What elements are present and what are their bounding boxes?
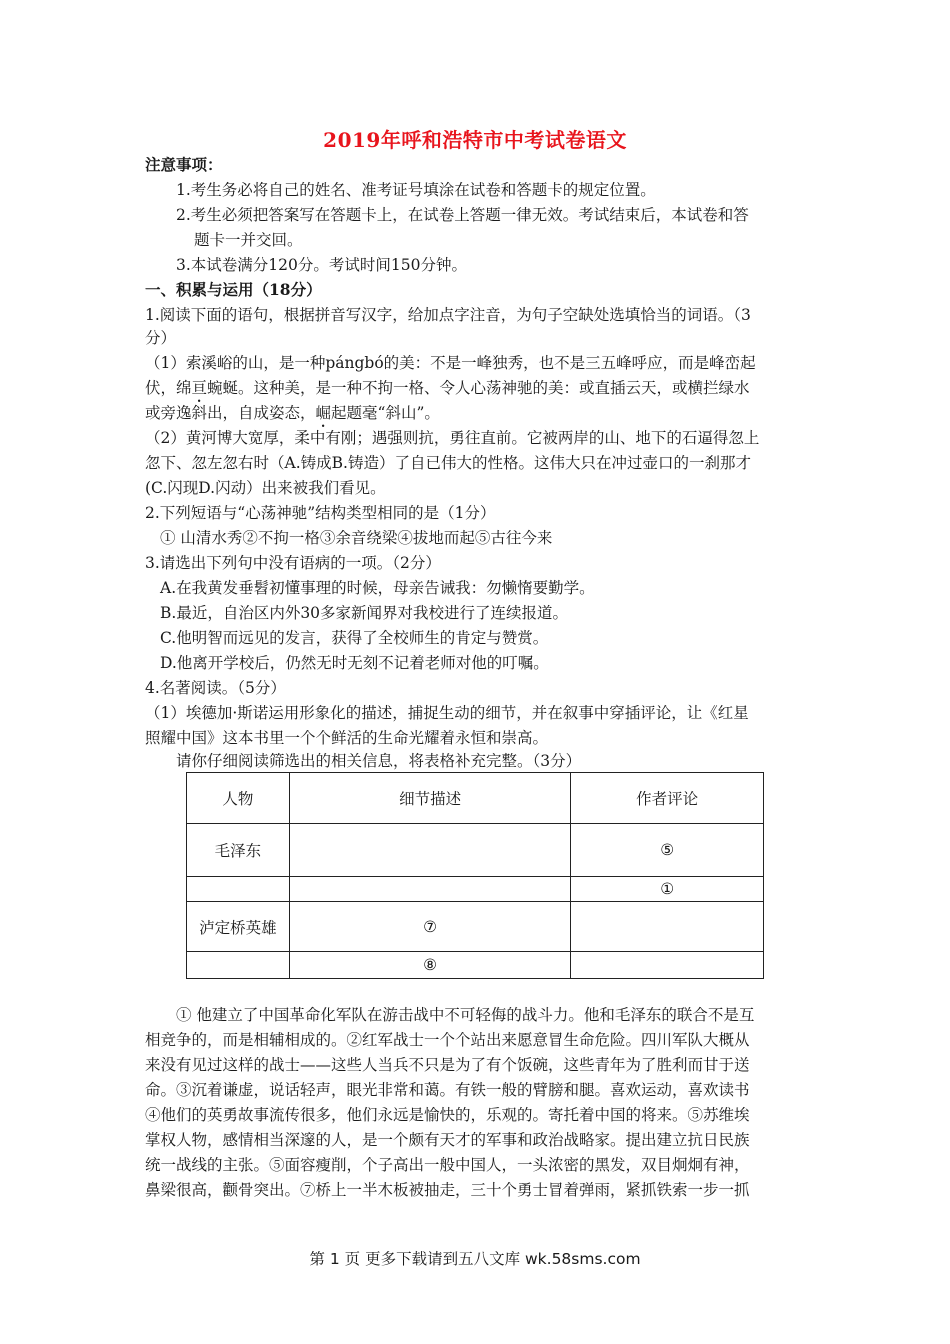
q1-p2-line3: (C.闪现D.闪动）出来被我们看见。 — [145, 479, 386, 497]
q4-stem: 4.名著阅读。（5分） — [145, 679, 286, 697]
table-cell: ⑦ — [289, 902, 570, 952]
page-footer: 第 1 页 更多下载请到五八文库 wk.58sms.com — [309, 1250, 641, 1268]
notice-heading: 注意事项： — [145, 155, 223, 174]
dotted-char: 亘 — [191, 379, 208, 397]
table-cell[interactable] — [571, 902, 764, 952]
notice-item-2-cont: 题卡一并交回。 — [194, 231, 303, 249]
q1-p2-line2: 忽下、忽左忽右时（A.铸成B.铸造）了自已伟大的性格。这伟大只在冲过壶口的一刹那才 — [145, 454, 751, 472]
table-cell[interactable] — [289, 877, 570, 902]
q1-stem-cont: 分） — [145, 329, 177, 347]
q4-instruction: 请你仔细阅读筛选出的相关信息，将表格补充完整。（3分） — [176, 752, 582, 770]
table-cell[interactable] — [571, 952, 764, 979]
table-header-cell: 细节描述 — [289, 773, 570, 824]
q2-options: ① 山清水秀②不拘一格③余音绕梁④拔地而起⑤古往今来 — [160, 529, 553, 547]
passage-line-4: 命。③沉着谦虚，说话轻声，眼光非常和蔼。有铁一般的臂膀和腿。喜欢运动，喜欢读书 — [145, 1081, 750, 1099]
notice-item-3: 3.本试卷满分120分。考试时间150分钟。 — [176, 256, 467, 274]
table-cell[interactable] — [289, 824, 570, 877]
q1-stem: 1.阅读下面的语句，根据拼音写汉字，给加点字注音，为句子空缺处选填恰当的词语。（3 — [145, 306, 751, 324]
q4-p1-line2: 照耀中国》这本书里一个个鲜活的生命光耀着永恒和崇高。 — [145, 729, 549, 747]
notice-item-2: 2.考生必须把答案写在答题卡上，在试卷上答题一律无效。考试结束后，本试卷和答 — [176, 206, 749, 224]
text-segment: 伏，绵 — [145, 379, 192, 397]
table-cell[interactable] — [187, 877, 290, 902]
table-header-cell: 人物 — [187, 773, 290, 824]
passage-line-3: 来没有见过这样的战士——这些人当兵不只是为了有个饭碗，这些青年为了胜利而甘于送 — [145, 1056, 750, 1074]
info-table — [186, 772, 764, 979]
passage-line-6: 掌权人物，感情相当深邃的人，是一个颇有天才的军事和政治战略家。提出建立抗日民族 — [145, 1131, 750, 1149]
q3-option-d: D.他离开学校后，仍然无时无刻不记着老师对他的叮嘱。 — [160, 654, 549, 672]
q3-option-b: B.最近，自治区内外30多家新闻界对我校进行了连续报道。 — [160, 604, 569, 622]
q3-option-c: C.他明智而远见的发言，获得了全校师生的肯定与赞赏。 — [160, 629, 549, 647]
passage-line-2: 相竞争的，而是相辅相成的。②红军战士一个个站出来愿意冒生命危险。四川军队大概从 — [145, 1031, 750, 1049]
text-segment: 或旁逸斜出，自成姿态， — [145, 404, 316, 422]
passage-line-8: 鼻梁很高，颧骨突出。⑦桥上一半木板被抽走，三十个勇士冒着弹雨，紧抓铁索一步一抓 — [145, 1181, 750, 1199]
q2-stem: 2.下列短语与“心荡神驰”结构类型相同的是（1分） — [145, 504, 496, 522]
passage-line-5: ④他们的英勇故事流传很多，他们永远是愉快的，乐观的。寄托着中国的将来。⑤苏维埃 — [145, 1106, 750, 1124]
text-segment: 起题毫“斜山”。 — [331, 404, 440, 422]
table-row — [187, 952, 764, 979]
table-cell: 毛泽东 — [187, 824, 290, 877]
q1-p1-line2 — [145, 378, 750, 406]
table-row — [187, 877, 764, 902]
section-1-heading: 一、积累与运用（18分） — [145, 280, 322, 299]
table-cell: ① — [571, 877, 764, 902]
table-header-row — [187, 773, 764, 824]
q4-p1-line1: （1）埃德加·斯诺运用形象化的描述，捕捉生动的细节，并在叙事中穿插评论，让《红星 — [145, 704, 749, 722]
dotted-char: 崛 — [315, 404, 332, 422]
q3-stem: 3.请选出下列句中没有语病的一项。（2分） — [145, 554, 441, 572]
table-cell: 泸定桥英雄 — [187, 902, 290, 952]
q1-p1-line3 — [145, 403, 440, 431]
exam-title: 2019年呼和浩特市中考试卷语文 — [323, 128, 627, 152]
q1-p1-line1: （1）索溪峪的山，是一种pángbó的美：不是一峰独秀，也不是三五峰呼应，而是峰峦起 — [145, 354, 756, 372]
table-header-cell: 作者评论 — [571, 773, 764, 824]
notice-item-1: 1.考生务必将自己的姓名、准考证号填涂在试卷和答题卡的规定位置。 — [176, 181, 656, 199]
q1-p2-line1: （2）黄河博大宽厚，柔中有刚；遇强则抗，勇往直前。它被两岸的山、地下的石逼得忽上 — [145, 429, 760, 447]
table-row — [187, 902, 764, 952]
table-cell: ⑧ — [289, 952, 570, 979]
table-cell[interactable] — [187, 952, 290, 979]
q3-option-a: A.在我黄发垂髫初懂事理的时候，母亲告诫我：勿懒惰要勤学。 — [160, 579, 595, 597]
passage-line-7: 统一战线的主张。⑤面容瘦削，个子高出一般中国人，一头浓密的黑发，双目炯炯有神， — [145, 1156, 750, 1174]
passage-line-1: ① 他建立了中国革命化军队在游击战中不可轻侮的战斗力。他和毛泽东的联合不是互 — [176, 1006, 755, 1024]
text-segment: 蜿蜒。这种美，是一种不拘一格、令人心荡神驰的美：或直插云天，或横拦绿水 — [207, 379, 750, 397]
table-cell: ⑤ — [571, 824, 764, 877]
table-row — [187, 824, 764, 877]
